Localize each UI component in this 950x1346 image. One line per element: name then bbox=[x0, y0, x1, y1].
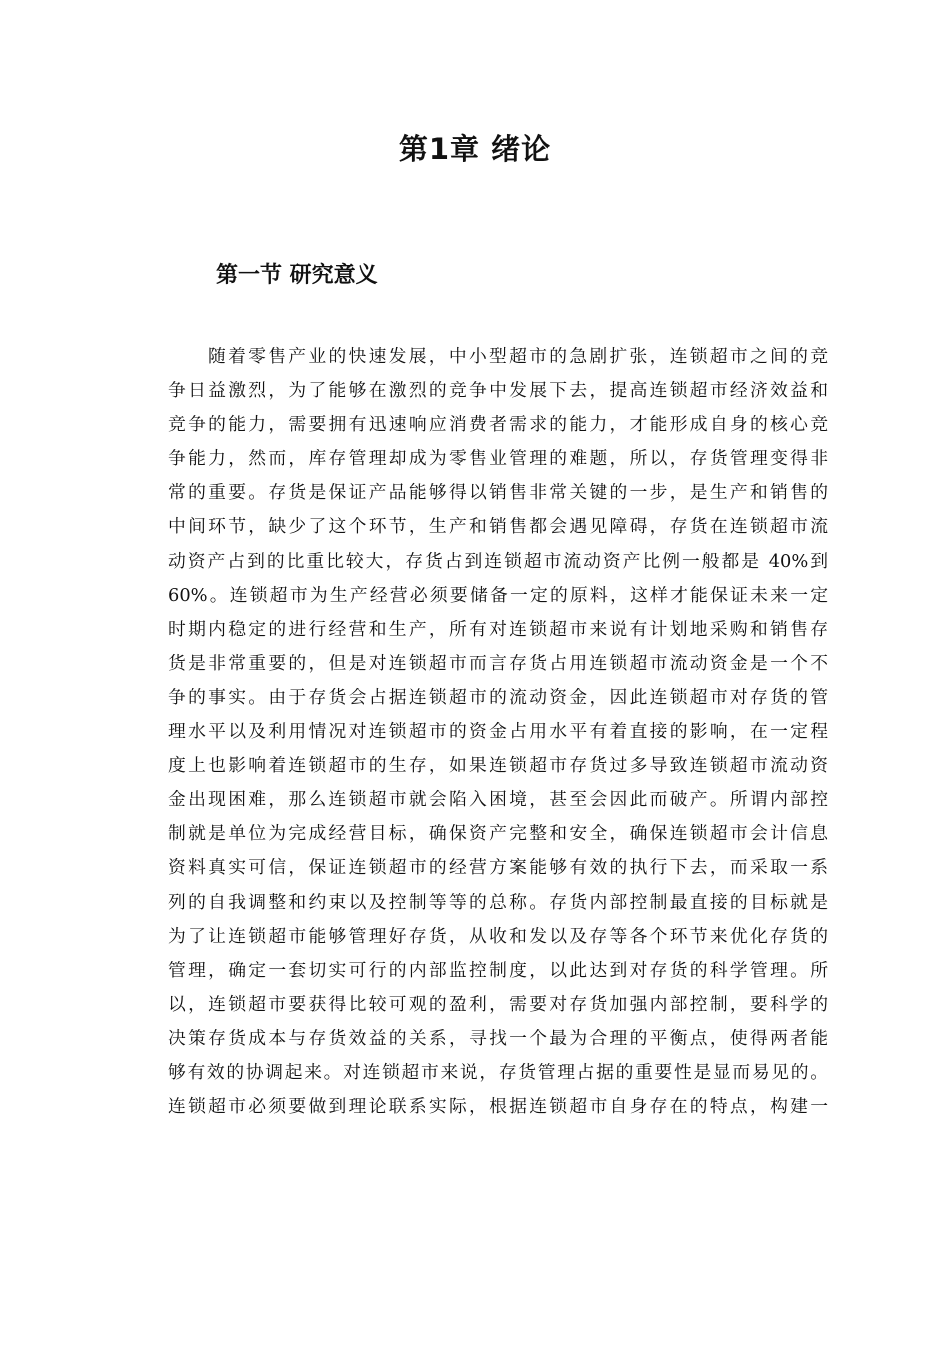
paragraph-line: 60%。连锁超市为生产经营必须要储备一定的原料，这样才能保证未来一定 bbox=[168, 584, 828, 606]
paragraph-line: 理水平以及利用情况对连锁超市的资金占用水平有着直接的影响，在一定程 bbox=[168, 721, 828, 743]
paragraph-line: 争日益激烈，为了能够在激烈的竞争中发展下去，提高连锁超市经济效益和 bbox=[168, 380, 828, 402]
paragraph-line: 决策存货成本与存货效益的关系，寻找一个最为合理的平衡点，使得两者能 bbox=[168, 1027, 828, 1049]
paragraph-line: 制就是单位为完成经营目标，确保资产完整和安全，确保连锁超市会计信息 bbox=[168, 823, 828, 845]
paragraph-line: 争的事实。由于存货会占据连锁超市的流动资金，因此连锁超市对存货的管 bbox=[168, 686, 828, 708]
paragraph-line: 连锁超市必须要做到理论联系实际，根据连锁超市自身存在的特点，构建一 bbox=[168, 1096, 828, 1118]
body-paragraph bbox=[168, 340, 828, 1124]
paragraph-line: 货是非常重要的，但是对连锁超市而言存货占用连锁超市流动资金是一个不 bbox=[168, 652, 828, 674]
paragraph-line: 竞争的能力，需要拥有迅速响应消费者需求的能力，才能形成自身的核心竞 bbox=[168, 414, 828, 436]
paragraph-line: 列的自我调整和约束以及控制等等的总称。存货内部控制最直接的目标就是 bbox=[168, 891, 828, 913]
paragraph-line: 够有效的协调起来。对连锁超市来说，存货管理占据的重要性是显而易见的。 bbox=[168, 1061, 828, 1083]
paragraph-line: 随着零售产业的快速发展，中小型超市的急剧扩张，连锁超市之间的竞 bbox=[208, 346, 828, 367]
paragraph-line: 管理，确定一套切实可行的内部监控制度，以此达到对存货的科学管理。所 bbox=[168, 959, 828, 981]
paragraph-line: 常的重要。存货是保证产品能够得以销售非常关键的一步，是生产和销售的 bbox=[168, 482, 828, 504]
paragraph-line: 金出现困难，那么连锁超市就会陷入困境，甚至会因此而破产。所谓内部控 bbox=[168, 789, 828, 811]
paragraph-line: 以，连锁超市要获得比较可观的盈利，需要对存货加强内部控制，要科学的 bbox=[168, 993, 828, 1015]
paragraph-line: 中间环节，缺少了这个环节，生产和销售都会遇见障碍，存货在连锁超市流 bbox=[168, 516, 828, 538]
paragraph-line: 资料真实可信，保证连锁超市的经营方案能够有效的执行下去，而采取一系 bbox=[168, 857, 828, 879]
chapter-title: 第1章 绪论 bbox=[398, 132, 552, 166]
paragraph-line: 争能力，然而，库存管理却成为零售业管理的难题，所以，存货管理变得非 bbox=[168, 448, 828, 470]
paragraph-line: 度上也影响着连锁超市的生存，如果连锁超市存货过多导致连锁超市流动资 bbox=[168, 755, 828, 777]
paragraph-line: 为了让连锁超市能够管理好存货，从收和发以及存等各个环节来优化存货的 bbox=[168, 925, 828, 947]
section-title: 第一节 研究意义 bbox=[216, 263, 378, 288]
paragraph-line: 动资产占到的比重比较大，存货占到连锁超市流动资产比例一般都是 40%到 bbox=[168, 550, 828, 572]
paragraph-line: 时期内稳定的进行经营和生产，所有对连锁超市来说有计划地采购和销售存 bbox=[168, 618, 828, 640]
